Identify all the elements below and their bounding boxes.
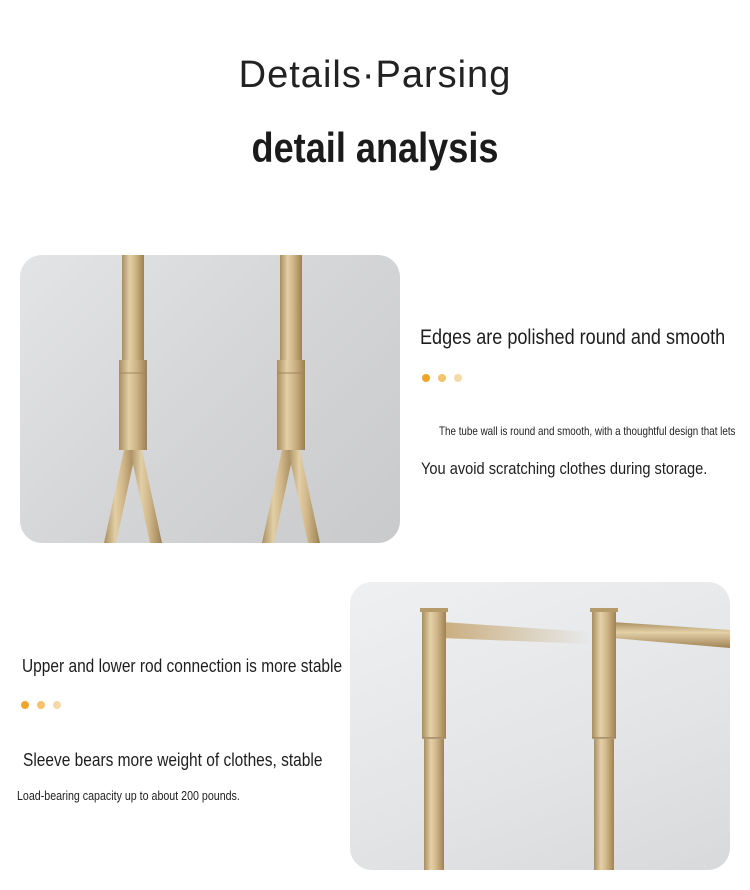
- section1-heading: Edges are polished round and smooth: [420, 326, 726, 349]
- section2-dots: [21, 701, 61, 709]
- section2-line2: Load-bearing capacity up to about 200 pounds.: [17, 788, 240, 803]
- dot-icon: [422, 374, 430, 382]
- rack-leg-joint-photo: [20, 255, 400, 543]
- section1-line1: The tube wall is round and smooth, with a thoughtful design that lets: [439, 424, 736, 438]
- section-subtitle: Details·Parsing: [238, 54, 512, 96]
- section2-heading: Upper and lower rod connection is more stable: [22, 656, 343, 676]
- section1-line2: You avoid scratching clothes during storage.: [421, 459, 708, 478]
- section1-dots: [422, 374, 462, 382]
- rack-upper-rod-joint-photo: [350, 582, 730, 870]
- dot-icon: [454, 374, 462, 382]
- page-title: detail analysis: [251, 124, 499, 171]
- dot-icon: [21, 701, 29, 709]
- dot-icon: [37, 701, 45, 709]
- section2-line1: Sleeve bears more weight of clothes, stable: [23, 750, 323, 770]
- dot-icon: [53, 701, 61, 709]
- dot-icon: [438, 374, 446, 382]
